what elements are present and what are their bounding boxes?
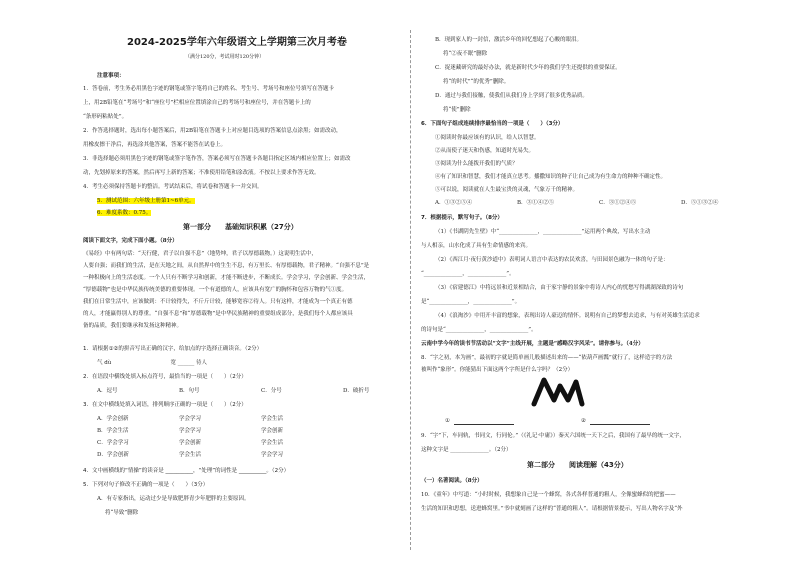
q5-option-b: B．现到家人的一封信，激活乡年的回忆想起了心酸的眼泪。 (435, 37, 583, 43)
notice-item: 2．作答选择题时，选出每小题答案后，用2B铅笔在答题卡上对应题目选项的答案信息点涂黑；如需改动， (83, 128, 342, 134)
notice-item: 3．非选择题必须用黑色字迹的钢笔或签字笔作答，答案必须写在答题卡各题目指定区域内相应位置上；如需改 (83, 156, 351, 162)
notice-item: 上，用2B铅笔在“考场号”和“座位号”栏相应位置填涂自己的考场号和座位号，并在答题卡上的 (83, 100, 311, 106)
fig-label-1: ① (445, 418, 450, 424)
q5-option-d-note: 将“使”删除 (443, 107, 471, 113)
q6-item: ①阅读时你最应该有的认识，给人以智慧。 (435, 135, 540, 141)
q3-d-1: D．学会创新 (97, 452, 129, 458)
notice-item: “条形码粘贴处”。 (83, 114, 128, 120)
passage-line: 《易经》中有两句话：“天行健，君子以自强不息”（地势坤，君子以厚德载物。）这说明生活中， (83, 251, 317, 257)
question-6: 6．下面句子组成连续排序最恰当的一项是（ ）（3分） (421, 121, 564, 127)
q3-c-3: 学会生活 (261, 440, 284, 446)
q3-a-2: 学会学习 (179, 416, 202, 422)
q1-answer-a: 气 dù (97, 360, 112, 366)
q6-option-d: D．⑤①③②④ (681, 200, 719, 206)
passage-line: 的人，才能赢得别人的尊重。“自强不息”和“厚德载物”是中华民族精神的重要组成部分，是我们每个人都应该具 (83, 311, 353, 317)
notice-item: 动，先划掉原来的答案，然后再写上新的答案；不准使用铅笔和涂改液。不按以上要求作答无效。 (83, 170, 320, 176)
part2-subheading: （一）名著阅读。（8分） (421, 478, 483, 484)
q3-a-1: A．学会创新 (97, 416, 129, 422)
notice-item: 用橡皮擦干净后，再选涂其他答案，答案不能答在试卷上。 (83, 142, 227, 148)
notice-highlight (97, 198, 195, 205)
question-10-cont: 生活的知识和思想，送进蜂窝里。”书中就刻画了这样的“普通的粗人”。请根据情景提示，写出人物名字及“外 (421, 506, 683, 512)
exam-subtitle: （满分120分，考试用时120分钟） (185, 54, 265, 60)
q7-part3: （3）《宿建德江》中将远景和近景相结合，由于家宇静的景象中将诗人内心的忧愁写得湖湖深致的诗句 (435, 285, 684, 291)
reading-intro: 阅读下面文字，完成下面小题。（8分） (83, 238, 178, 244)
question-10: 10．《童年》中写道：“小时时候，我想象自己是一个蜂窝，各式各样普通的粗人，全像蜜蜂似的把蜜—— (421, 492, 676, 498)
passage-line: 我们在日常生活中，应该做到：不计较得失，不斤斤计较，能够宽容②待人。只有这样，才能成为一个真正有德 (83, 299, 353, 305)
q2-option-b: B．句号 (179, 388, 200, 394)
q2-option-d: D．破折号 (343, 388, 370, 394)
q3-a-3: 学会生活 (261, 416, 284, 422)
question-1: 1．请根据①②的拼音写出正确的汉字，给加点的字选择正确读音。（2分） (83, 346, 263, 352)
question-5: 5．下列对句子修改不正确的一项是（ ）（3分） (83, 482, 209, 488)
q1-answer-b: 宽 ______ 待人 (143, 360, 207, 366)
part2-heading: 第二部分 阅读理解（43分） (527, 461, 628, 469)
answer-blank[interactable] (590, 418, 650, 425)
fig-label-2: ② (581, 418, 586, 424)
answer-blank[interactable] (454, 418, 514, 425)
q2-option-a: A．逗号 (97, 388, 118, 394)
q5-option-a: A．有专家指出，运动过少是导致肥胖青少年肥胖的主要原因。 (97, 496, 250, 502)
notice-item: 4．考生必须保持答题卡的整洁。考试结束后，将试卷和答题卡一并交回。 (83, 184, 263, 190)
q5-option-c: C．捉迷藏研究的最好办法，就是新时代少年的我们学生还提供的重要保证。 (435, 65, 621, 71)
notice-heading: 注意事项： (97, 73, 125, 79)
q6-item: ②从而使子迷天和伤感，知道时光易失。 (435, 148, 535, 154)
q7-part1: （1）《书湖阴先生壁》中“______________，______________”运用两个典故，写出水主动 (435, 229, 651, 235)
q3-b-1: B．学会生活 (97, 428, 129, 434)
column-divider (410, 30, 411, 550)
q3-d-2: 学会生活 (179, 452, 202, 458)
mountain-stroke (534, 380, 582, 404)
q6-item: ④有了知识和智慧，我们才能真立思考。播撒知识的种子让自己成为有生命力的种种不确定性。 (435, 174, 667, 180)
question-2: 2．在语段中横线处填入标点符号，最恰当的一项是（ ）（2分） (83, 374, 247, 380)
passage-line: “厚德载物”也是中华民族传统美德的重要体现。一个有道德的人，应该具有宽广的胸怀和包容万物的气①度。 (83, 287, 348, 293)
q7-part2: （2）《西江月·夜行黄沙道中》表明词人语言中表达的农民欢喜，与田园景色融为一体的句子是： (435, 257, 669, 263)
notice-highlight (97, 210, 151, 217)
test-scope: 5．测试范围：六年级上册第1~6单元。 (97, 198, 195, 204)
q7-part2-cont: “______________，______________”。 (421, 271, 515, 277)
q3-b-2: 学会学习 (179, 428, 202, 434)
q6-item: ⑤可以说，阅读就在人生最宝贵的灵魂，气象万千的精神。 (435, 187, 579, 193)
q6-option-a: A．①③②⑤④ (435, 200, 472, 206)
exam-title: 2024-2025学年六年级语文上学期第三次月考卷 (127, 37, 347, 48)
notice-item: 1．答卷前，考生务必用黑色字迹的钢笔或签字笔将自己的姓名、考生号、考场号和座位号填写在答题卡 (83, 86, 335, 92)
question-8: 8．“字之初，本为画”，最初的字就是简单画儿般描述出来的——“依葫芦画瓢”就行了，这样造字的方法 (421, 355, 673, 361)
q3-c-2: 学会创新 (179, 440, 202, 446)
pictograph-mountain-figure (530, 374, 586, 408)
q3-c-1: C．学会学习 (97, 440, 129, 446)
q6-item: ③阅读为什么能拨开我们的气质？ (435, 161, 518, 167)
passage-line: 人要自强；而我们的生活，是在天地之间，从自然界中的生生不息，有万里长、有厚德载物，君子精神。“自强不息”是 (83, 263, 370, 269)
question-4: 4．文中画横线的“情操”的读音是 __________，“处理”的词性是 __________。（2分） (83, 468, 290, 474)
q7-part3-cont: 是“______________，______________”。 (421, 299, 521, 305)
q6-option-c: C．③①②④⑤ (599, 200, 637, 206)
q6-option-b: B．③①④②⑤ (517, 200, 555, 206)
question-9-cont: 这种文字是 ______________。（2分） (421, 447, 512, 453)
difficulty: 6．难度系数：0.75。 (97, 210, 152, 216)
q7-part4: （4）《浪淘沙》中用开丰富的想象，表现出诗人豪迈的情怀。说明有自己的梦想去追求，与有对英雄生活追求 (435, 313, 700, 319)
question-8-cont: 被叫作“象形”。你能猜出下面这两个字所是什么字吗？（2分） (421, 367, 574, 373)
passage-line: 备的品质，我们要继承和发扬这种精神。 (83, 323, 183, 329)
q5-option-d: D．通过与我们接触，使我们从我们身上学到了很多优秀品质。 (435, 93, 588, 99)
q7-part1-cont: 与人相亲，山水化成了具有生命情感的来宾。 (421, 243, 532, 249)
q5-option-b-note: 将“②夜不眠”删除 (443, 51, 488, 57)
q3-d-3: 学会学习 (261, 452, 284, 458)
q2-option-c: C．分号 (261, 388, 282, 394)
question-9: 9．“字”下，车同轨，书同文，行同伦。”（《礼记·中庸》）秦灭六国统一天下之后，我国有了最早的统一文字， (421, 433, 685, 439)
q7-part4-cont: 的诗句是“______________，______________”。 (421, 327, 537, 333)
q5-option-a-note: 将“导致”删除 (105, 510, 139, 516)
passage-line: 一种积极向上的生活态度。一个人只有不断学习和创新，才能不断进步，不断成长。学会学习，学会创新、学会生活， (83, 275, 370, 281)
part1-heading: 第一部分 基础知识积累（27分） (183, 223, 298, 231)
q8-intro: 云南中学今年的读书节活动以“文字”主线开展，主题是“感略汉字风采”。请你参与。（4分） (421, 341, 644, 347)
q5-option-c-note: 将“的时代”“的优秀”删除。 (443, 79, 510, 85)
question-3: 3．在文中横线处填入词语，排列顺序正确的一项是（ ）（2分） (83, 402, 247, 408)
q3-b-3: 学会创新 (261, 428, 284, 434)
question-7: 7．根据提示，默写句子。（8分） (421, 215, 503, 221)
